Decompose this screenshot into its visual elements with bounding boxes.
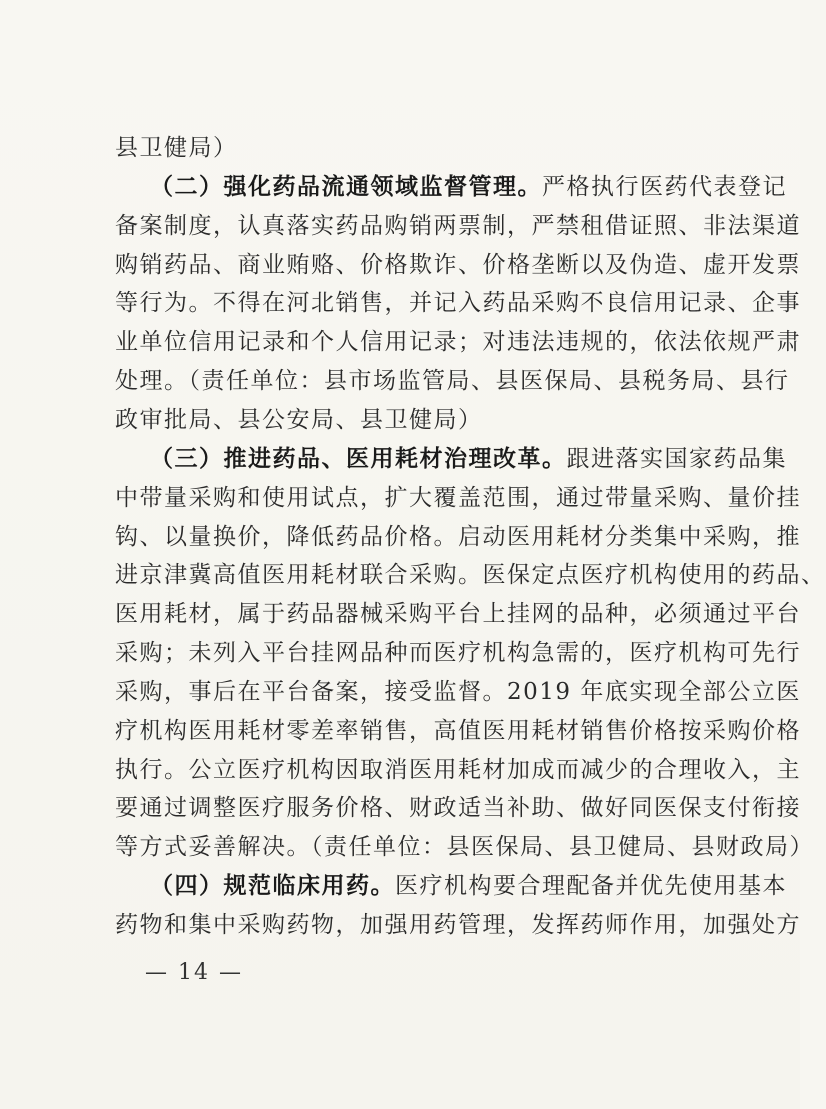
line-text: 采购，事后在平台备案，接受监督。2019 年底实现全部公立医 bbox=[115, 679, 801, 705]
text-line bbox=[115, 283, 801, 323]
line-text: 等方式妥善解决。（责任单位：县医保局、县卫健局、县财政局） bbox=[115, 834, 814, 860]
text-line bbox=[115, 711, 801, 751]
line-text: 处理。（责任单位：县市场监管局、县医保局、县税务局、县行 bbox=[115, 368, 790, 394]
line-text: 药物和集中采购药物，加强用药管理，发挥药师作用，加强处方 bbox=[115, 912, 801, 938]
line-text: 钩、以量换价，降低药品价格。启动医用耗材分类集中采购，推 bbox=[115, 524, 801, 550]
text-line bbox=[150, 439, 787, 479]
text-line bbox=[115, 633, 801, 673]
line-text: 医用耗材，属于药品器械采购平台上挂网的品种，必须通过平台 bbox=[115, 601, 801, 627]
section-heading: （二）强化药品流通领域监督管理。 bbox=[150, 173, 542, 200]
page-number: — 14 — bbox=[145, 960, 243, 985]
text-line bbox=[115, 128, 715, 168]
text-line bbox=[115, 517, 801, 557]
line-text: 医疗机构要合理配备并优先使用基本 bbox=[395, 873, 787, 899]
text-line bbox=[115, 750, 801, 790]
text-line bbox=[115, 905, 801, 945]
text-line bbox=[150, 866, 787, 906]
line-text: 严格执行医药代表登记 bbox=[542, 174, 787, 200]
text-line bbox=[115, 788, 801, 828]
line-text: 政审批局、县公安局、县卫健局） bbox=[115, 407, 483, 433]
text-line bbox=[115, 594, 801, 634]
line-text: 要通过调整医疗服务价格、财政适当补助、做好同医保支付衔接 bbox=[115, 795, 801, 821]
line-text: 跟进落实国家药品集 bbox=[566, 446, 787, 472]
text-line bbox=[115, 361, 790, 401]
section-heading: （四）规范临床用药。 bbox=[150, 872, 395, 899]
section-heading: （三）推进药品、医用耗材治理改革。 bbox=[150, 445, 567, 472]
line-text: 备案制度，认真落实药品购销两票制，严禁租借证照、非法渠道 bbox=[115, 213, 801, 239]
line-text: 购销药品、商业贿赂、价格欺诈、价格垄断以及伪造、虚开发票 bbox=[115, 252, 801, 278]
line-text: 进京津冀高值医用耗材联合采购。医保定点医疗机构使用的药品、 bbox=[115, 562, 826, 588]
text-line bbox=[115, 672, 801, 712]
line-text: 县卫健局） bbox=[115, 135, 238, 161]
line-text: 等行为。不得在河北销售，并记入药品采购不良信用记录、企事 bbox=[115, 290, 801, 316]
line-text: 执行。公立医疗机构因取消医用耗材加成而减少的合理收入，主 bbox=[115, 757, 801, 783]
line-text: 业单位信用记录和个人信用记录；对违法违规的，依法依规严肃 bbox=[115, 329, 801, 355]
text-line bbox=[115, 400, 715, 440]
line-text: 中带量采购和使用试点，扩大覆盖范围，通过带量采购、量价挂 bbox=[115, 485, 801, 511]
text-line bbox=[115, 206, 801, 246]
text-line bbox=[115, 322, 801, 362]
line-text: 采购；未列入平台挂网品种而医疗机构急需的，医疗机构可先行 bbox=[115, 640, 801, 666]
text-line bbox=[115, 245, 801, 285]
text-line bbox=[115, 827, 814, 867]
line-text: 疗机构医用耗材零差率销售，高值医用耗材销售价格按采购价格 bbox=[115, 718, 801, 744]
text-line bbox=[115, 555, 826, 595]
text-line bbox=[150, 167, 787, 207]
text-line bbox=[115, 478, 801, 518]
